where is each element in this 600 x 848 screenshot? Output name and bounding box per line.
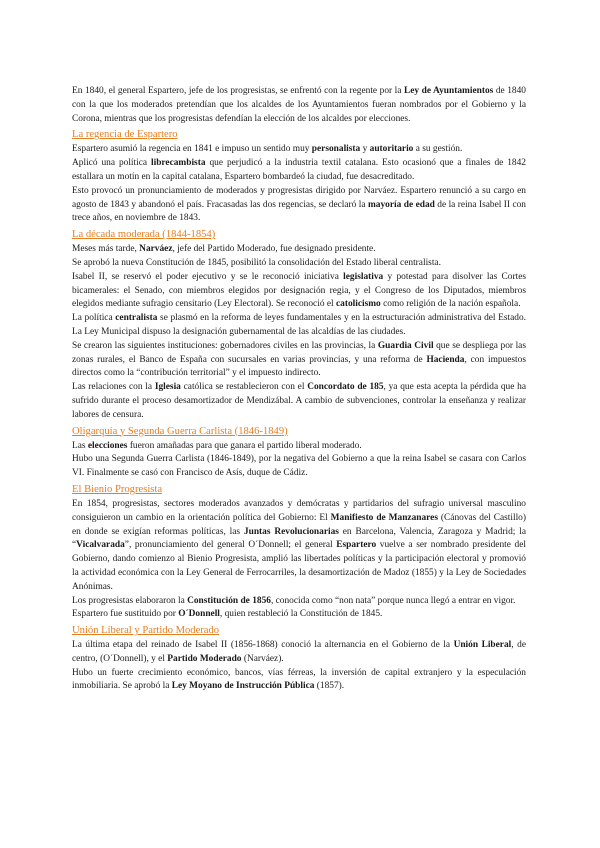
bold-term: autoritario: [369, 144, 414, 155]
text-run: , con impuestos directos como la “contribución territorial” y el impuesto indirecto.: [72, 354, 526, 379]
text-run: y potestad para disolver las Cortes bicamerales: el Senado, con miembros elegidos por designación regia, y el Congreso de los Diputados, miembros elegidos mediante sufragio censitario (Ley Electoral). Se reconoció el: [72, 271, 526, 310]
section-heading: Unión Liberal y Partido Moderado: [72, 625, 220, 637]
text-run: (Cánovas del Castillo) en donde se exigían reformas políticas, las: [72, 512, 526, 537]
bold-term: Guardia Civil: [377, 340, 434, 351]
bold-term: Manifiesto de Manzanares: [330, 512, 438, 523]
text-run: , conocida como “non nata” porque nunca llegó a entrar en vigor.: [270, 595, 516, 606]
paragraph: [72, 185, 526, 226]
bold-term: Constitución de 1856: [187, 595, 271, 606]
text-run: Hubo una Segunda Guerra Carlista (1846-1849), por la negativa del Gobierno a que la reina Isabel se casara con Carlos VI. Finalmente se casó con Francisco de Asís, duque de Cádiz.: [72, 454, 526, 479]
section-heading: La regencia de Espartero: [72, 129, 178, 141]
text-run: Meses más tarde,: [72, 244, 140, 255]
text-run: (Narváez).: [241, 653, 284, 664]
text-run: (1857).: [314, 681, 345, 692]
paragraph: [72, 312, 526, 340]
paragraph: [72, 639, 526, 667]
paragraph: [72, 340, 526, 381]
paragraph: [72, 498, 526, 595]
text-run: católica se restablecieron con el: [180, 382, 308, 393]
text-run: Espartero asumió la regencia en 1841 e impuso un sentido muy: [72, 144, 312, 155]
bold-term: centralista: [115, 313, 158, 324]
paragraph: [72, 440, 526, 454]
text-run: La última etapa del reinado de Isabel II (1856-1868) conoció la alternancia en el Gobierno de la: [72, 640, 454, 651]
bold-term: catolicismo: [335, 299, 381, 310]
text-run: Se aprobó la nueva Constitución de 1845, posibilitó la consolidación del Estado liberal centralista.: [72, 257, 441, 268]
paragraph: [72, 271, 526, 312]
bold-term: Concordato de 185: [307, 382, 384, 393]
bold-term: Unión Liberal: [453, 640, 512, 651]
text-run: Aplicó una política: [72, 158, 151, 169]
text-run: vuelve a ser nombrado presidente del Gobierno, dando comienzo al Bienio Progresista, amplió las libertades políticas y la participación electoral y promovió la actividad económica con la Ley General de Ferrocarriles, la desamortización de Madoz (1855) y la Ley de Sociedades Anónimas.: [72, 540, 526, 592]
text-run: La política: [72, 313, 116, 324]
text-run: Las relaciones con la: [72, 382, 155, 393]
paragraph: [72, 608, 526, 622]
bold-term: O´Donnell: [178, 609, 220, 620]
text-run: de 1840 con la que los moderados pretendían que los alcaldes de los Ayuntamientos fueran nombrados por el Gobierno y la Corona, mientras que los progresistas defendían la elección de los alcaldes por elecciones.: [72, 86, 526, 124]
text-run: que perjudicó a la industria textil catalana. Esto ocasionó que a finales de 1842 estallara un motín en la capital catalana, Espartero bombardeó la ciudad, fue desacreditado.: [72, 158, 526, 182]
paragraph: [72, 85, 526, 126]
bold-term: legislativa: [343, 271, 384, 282]
bold-term: Vicalvarada: [76, 540, 125, 551]
bold-term: Espartero: [336, 540, 377, 551]
bold-term: Partido Moderado: [167, 653, 242, 664]
bold-term: elecciones: [87, 440, 128, 451]
document-body: [72, 85, 526, 694]
text-run: , de centro, (O´Donnell), y el: [72, 640, 526, 664]
paragraph: [72, 453, 526, 481]
bold-term: personalista: [311, 144, 361, 155]
text-run: Los progresistas elaboraron la: [72, 595, 188, 606]
text-run: como religión de la nación española.: [380, 299, 521, 310]
bold-term: Hacienda: [426, 354, 465, 365]
text-run: se plasmó en la reforma de leyes fundamentales y en la estructuración administrativa del Estado. La Ley Municipal dispuso la designación gubernamental de las alcaldías de las ciudades.: [72, 313, 526, 337]
paragraph: [72, 381, 526, 422]
text-run: , ya que esta acepta la pérdida que ha sufrido durante el proceso desamortizador de Mendizábal. A cambio de subvenciones, controlar la enseñanza y realizar labores de censura.: [72, 382, 526, 420]
text-run: Se crearon las siguientes instituciones: gobernadores civiles en las provincias, la: [72, 340, 378, 351]
paragraph: [72, 157, 526, 185]
text-run: en Barcelona, Valencia, Zaragoza y Madrid; la “: [72, 526, 526, 551]
text-run: , jefe del Partido Moderado, fue designado presidente.: [172, 244, 376, 255]
bold-term: Ley Moyano de Instrucción Pública: [171, 681, 315, 692]
section-heading: El Bienio Progresista: [72, 483, 163, 495]
bold-term: Juntas Revolucionarias: [243, 526, 339, 537]
bold-term: mayoría de edad: [368, 199, 435, 210]
text-run: a su gestión.: [413, 144, 463, 155]
text-run: Esto provocó un pronunciamiento de moderados y progresistas dirigido por Narváez. Espartero renunció a su cargo en agosto de 1843 y abandonó el país. Fracasadas las dos regencias, se declaró la: [72, 185, 526, 210]
bold-term: Narváez: [139, 244, 173, 255]
text-run: que se despliega por las zonas rurales, el Banco de España con sucursales en varias provincias, y una reforma de: [72, 340, 526, 365]
section-heading: Oligarquía y Segunda Guerra Carlista (1846-1849): [72, 425, 288, 437]
text-run: ”, pronunciamiento del general O´Donnell; el general: [124, 540, 337, 551]
paragraph: [72, 257, 526, 271]
paragraph: [72, 595, 526, 609]
paragraph: [72, 667, 526, 695]
paragraph: [72, 143, 526, 157]
bold-term: Iglesia: [154, 382, 181, 393]
text-run: Espartero fue sustituido por: [72, 609, 179, 620]
text-run: Isabel II, se reservó el poder ejecutivo y se le reconoció iniciativa: [72, 271, 344, 282]
text-run: En 1854, progresistas, sectores moderados avanzados y demócratas y partidarios del sufragio universal masculino consiguieron un cambio en la orientación política del Gobierno: El: [72, 498, 526, 523]
section-heading: La década moderada (1844-1854): [72, 229, 216, 241]
paragraph: [72, 243, 526, 257]
text-run: fueron amañadas para que ganara el partido liberal moderado.: [127, 440, 362, 451]
text-run: y: [360, 144, 370, 155]
text-run: Hubo un fuerte crecimiento económico, bancos, vías férreas, la inversión de capital extranjero y la especulación inmobiliaria. Se aprobó la: [72, 667, 526, 692]
text-run: , quien restableció la Constitución de 1845.: [219, 609, 383, 620]
text-run: Las: [72, 440, 88, 451]
text-run: En 1840, el general Espartero, jefe de los progresistas, se enfrentó con la regente por la: [72, 86, 404, 96]
bold-term: librecambista: [151, 158, 206, 169]
bold-term: Ley de Ayuntamientos: [404, 86, 494, 96]
text-run: de la reina Isabel II con trece años, en noviembre de 1843.: [72, 199, 526, 224]
